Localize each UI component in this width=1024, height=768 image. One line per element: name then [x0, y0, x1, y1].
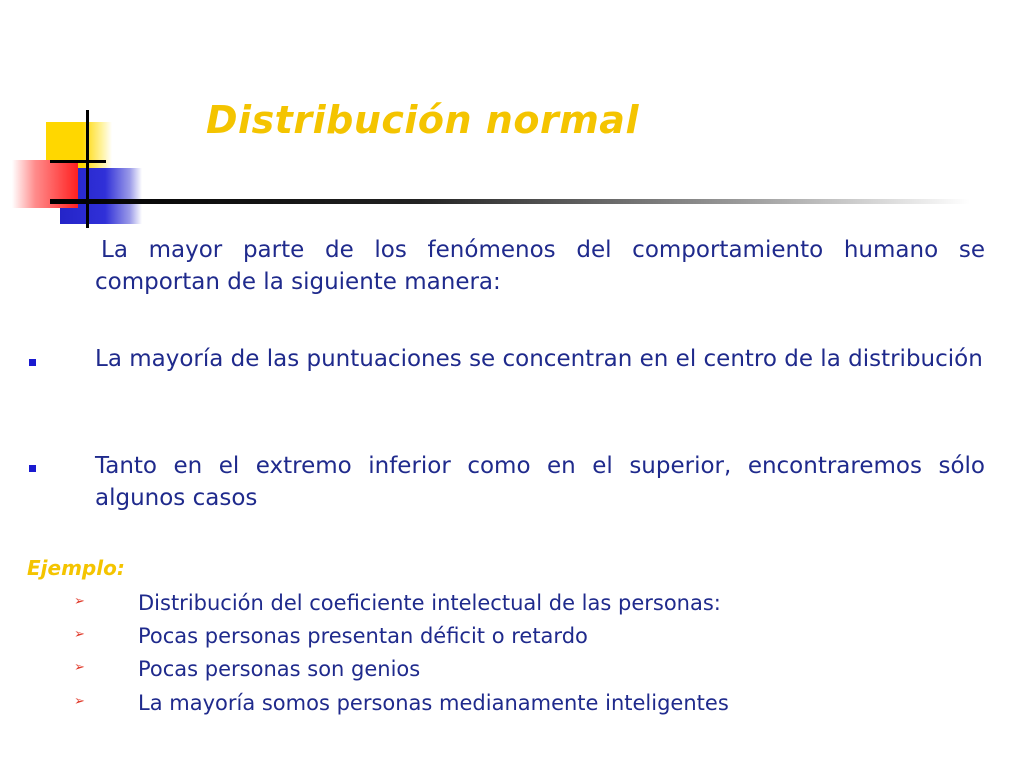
example-label: Ejemplo: — [27, 556, 125, 580]
example-list-item — [0, 688, 1024, 720]
decorative-squares-logo — [0, 0, 160, 240]
example-list-item — [0, 654, 1024, 686]
intro-paragraph: La mayor parte de los fenómenos del comportamiento humano se comportan de la siguiente manera: — [95, 237, 985, 295]
example-item-text: La mayoría somos personas medianamente inteligentes — [138, 691, 729, 715]
square-bullet-icon — [29, 359, 36, 366]
title-underline — [50, 199, 970, 204]
arrow-bullet-icon: ➢ — [74, 694, 85, 709]
slide-title: Distribución normal — [206, 98, 639, 142]
example-item-text: Pocas personas son genios — [138, 657, 421, 681]
example-item-text: Pocas personas presentan déficit o retardo — [138, 624, 588, 648]
bullet-item: La mayoría de las puntuaciones se concentran en el centro de la distribución — [95, 346, 983, 372]
arrow-bullet-icon: ➢ — [74, 594, 85, 609]
example-item-text: Distribución del coeficiente intelectual de las personas: — [138, 591, 721, 615]
example-list-item — [0, 621, 1024, 653]
example-list-item — [0, 588, 1024, 620]
arrow-bullet-icon: ➢ — [74, 660, 85, 675]
bullet-item: Tanto en el extremo inferior como en el superior, encontraremos sólo algunos casos — [95, 453, 985, 511]
square-bullet-icon — [29, 465, 36, 472]
vertical-line — [86, 110, 89, 228]
short-horizontal-line — [50, 160, 106, 163]
arrow-bullet-icon: ➢ — [74, 627, 85, 642]
